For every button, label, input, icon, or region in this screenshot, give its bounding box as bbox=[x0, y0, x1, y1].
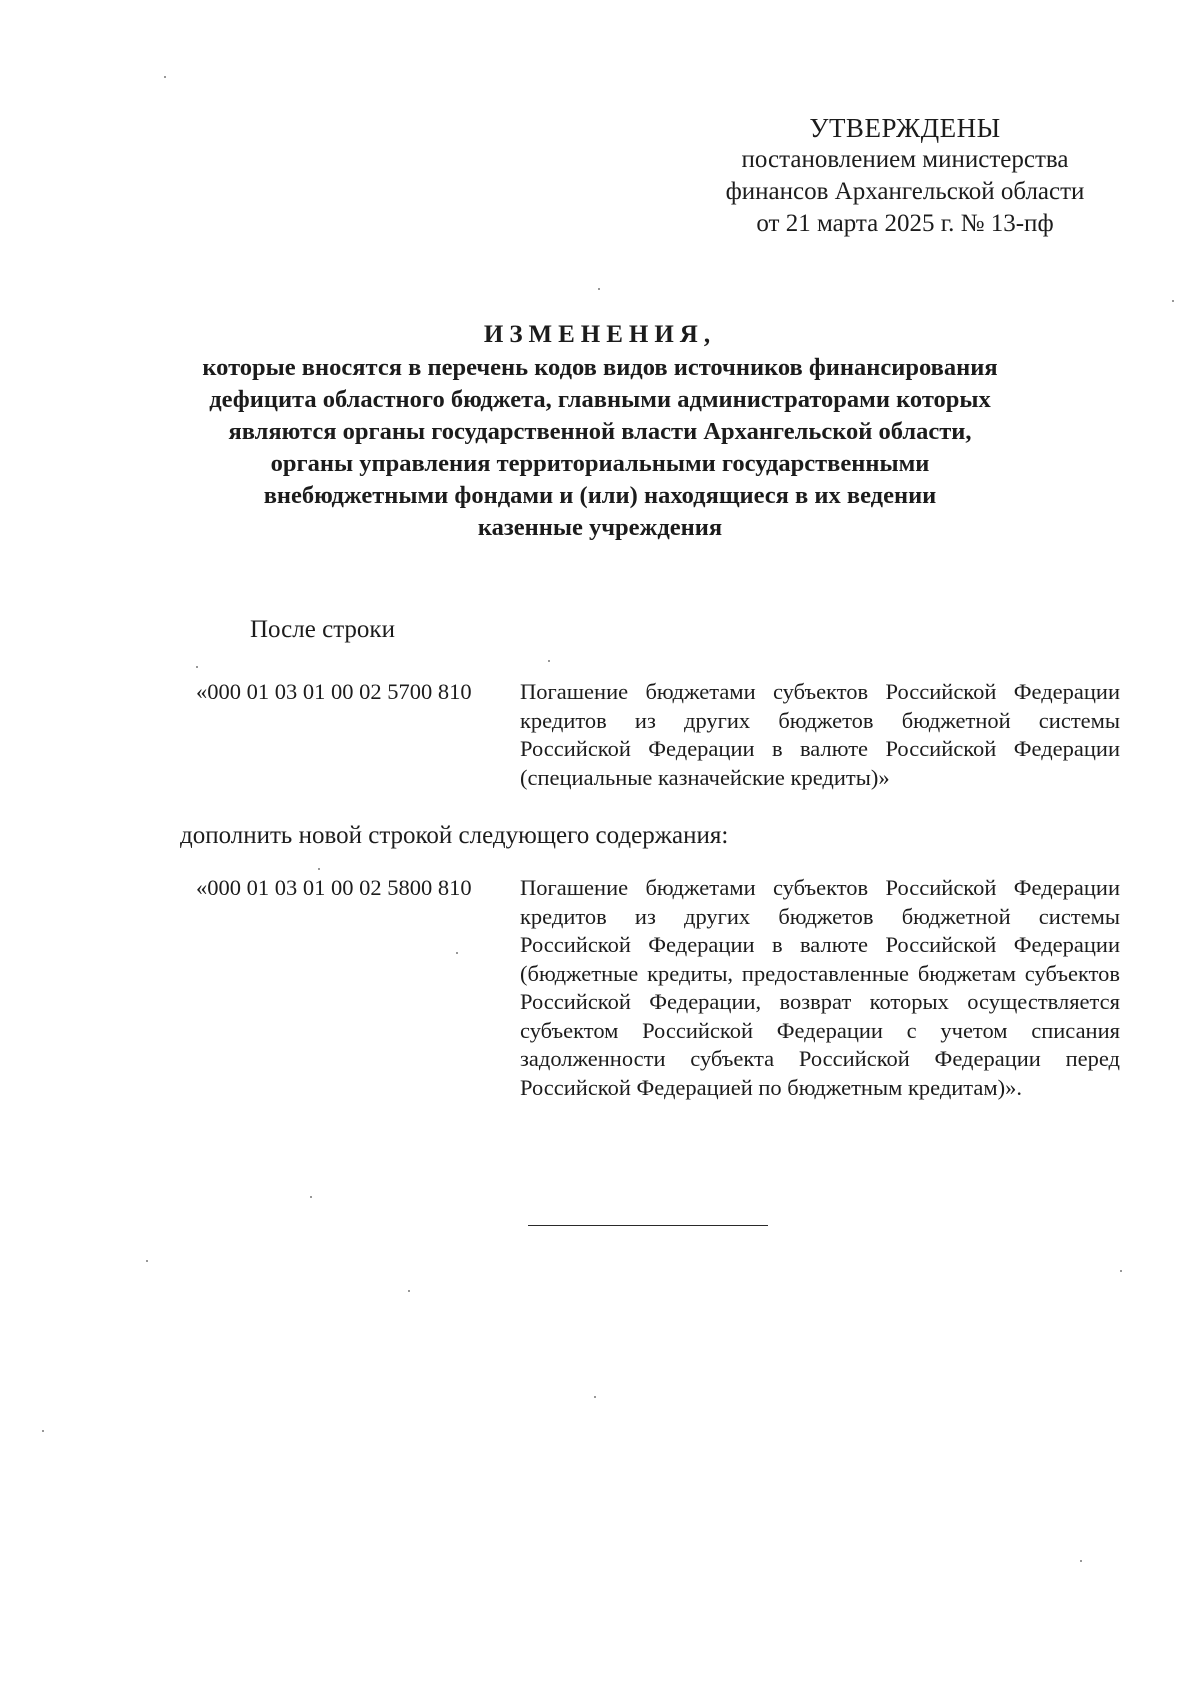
scan-speck bbox=[548, 660, 550, 662]
approval-stamp-block bbox=[690, 112, 1120, 240]
scan-speck bbox=[164, 76, 166, 78]
scan-speck bbox=[456, 952, 458, 954]
approval-heading: УТВЕРЖДЕНЫ bbox=[809, 113, 1001, 143]
title-subtitle-line: которые вносятся в перечень кодов видов источников финансирования bbox=[202, 354, 998, 381]
approval-line-2: финансов Архангельской области bbox=[725, 178, 1085, 205]
scan-speck bbox=[598, 288, 600, 290]
scan-speck bbox=[594, 1396, 596, 1398]
scan-speck bbox=[1120, 1270, 1122, 1272]
existing-code-entry bbox=[196, 678, 1120, 792]
title-subtitle-line: органы управления территориальными государственными bbox=[270, 450, 930, 477]
entry-description: Погашение бюджетами субъектов Российской Федерации кредитов из других бюджетов бюджетной системы Российской Федерации в валюте Российской Федерации (специальные казначейские кредиты)» bbox=[520, 679, 1120, 790]
scan-speck bbox=[196, 666, 198, 668]
entry-code: «000 01 03 01 00 02 5700 810 bbox=[196, 679, 472, 704]
scan-speck bbox=[408, 1290, 410, 1292]
entry-description: Погашение бюджетами субъектов Российской Федерации кредитов из других бюджетов бюджетной системы Российской Федерации в валюте Российской Федерации (бюджетные кредиты, предоставленные бюджетам субъектов Российской Федерации, возврат которых осуществляется субъектом Российской Федерации с учетом списания задолженности субъекта Российской Федерации перед Российской Федерацией по бюджетным кредитам)». bbox=[520, 875, 1120, 1100]
approval-line-3: от 21 марта 2025 г. № 13-пф bbox=[756, 210, 1054, 237]
title-subtitle-line: казенные учреждения bbox=[477, 514, 723, 541]
scan-speck bbox=[310, 1196, 312, 1198]
end-divider-line bbox=[528, 1225, 768, 1226]
title-main: ИЗМЕНЕНИЯ, bbox=[483, 321, 717, 348]
new-code-entry bbox=[196, 874, 1120, 1102]
scan-speck bbox=[318, 868, 320, 870]
title-subtitle-line: являются органы государственной власти Архангельской области, bbox=[228, 418, 972, 445]
scan-speck bbox=[42, 1430, 44, 1432]
supplement-instruction: дополнить новой строкой следующего содержания: bbox=[180, 822, 729, 849]
scan-speck bbox=[1080, 1560, 1082, 1562]
scan-speck bbox=[1172, 300, 1174, 302]
scan-speck bbox=[146, 1260, 148, 1262]
title-subtitle-line: внебюджетными фондами и (или) находящиеся в их ведении bbox=[263, 482, 937, 509]
title-subtitle-line: дефицита областного бюджета, главными администраторами которых bbox=[209, 386, 991, 413]
entry-code: «000 01 03 01 00 02 5800 810 bbox=[196, 875, 472, 900]
after-line-intro: После строки bbox=[250, 616, 395, 643]
approval-line-1: постановлением министерства bbox=[741, 146, 1069, 173]
document-title bbox=[150, 318, 1050, 544]
